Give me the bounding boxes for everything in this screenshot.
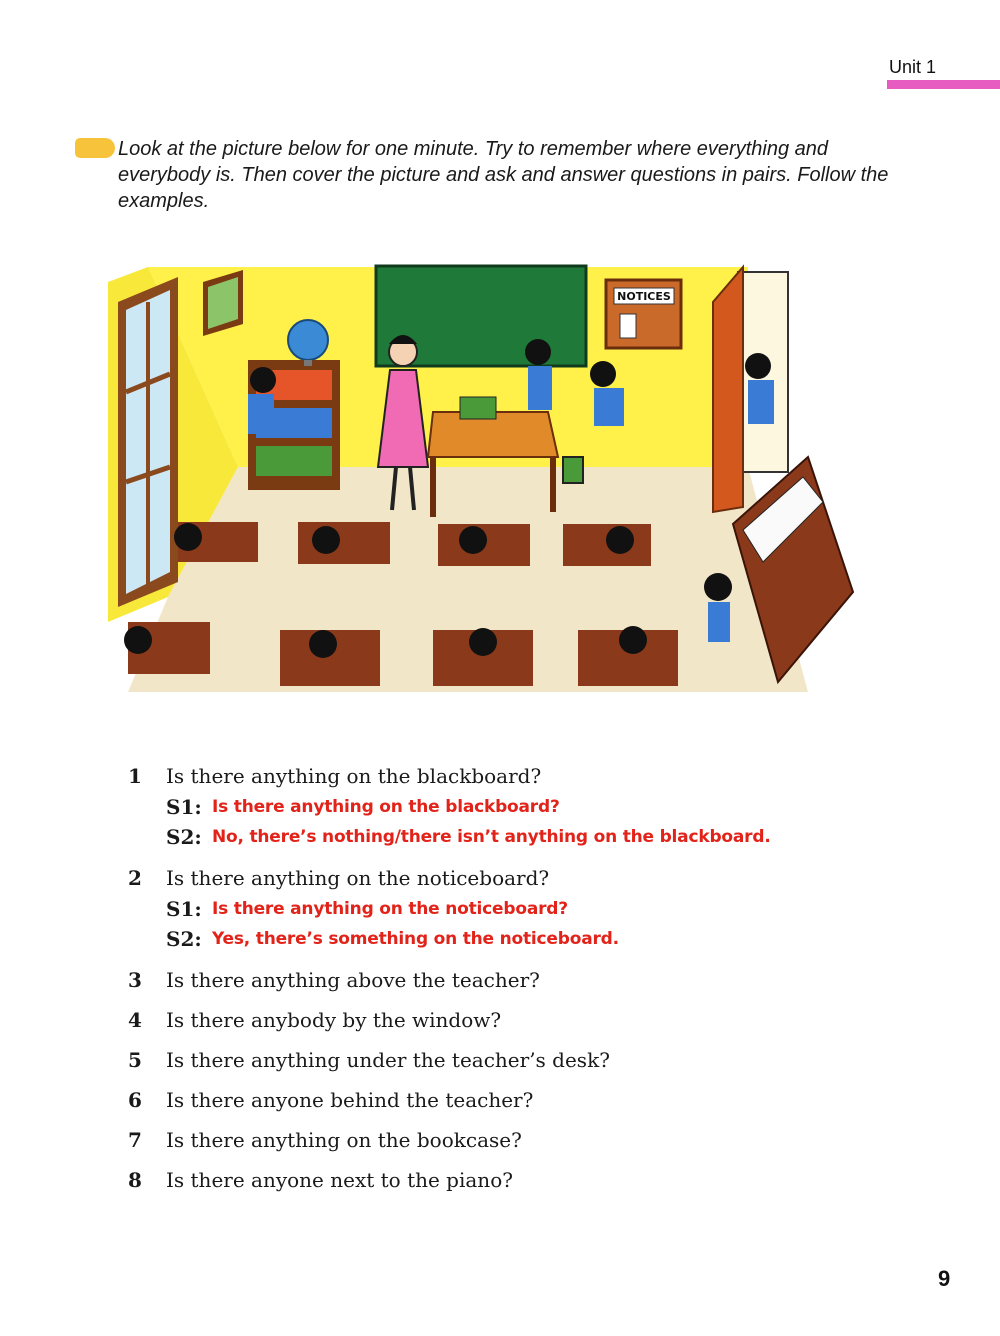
s1-answer: Is there anything on the noticeboard? xyxy=(212,899,568,919)
page-number: 9 xyxy=(938,1266,951,1291)
window xyxy=(118,277,178,607)
example-s2 xyxy=(166,822,908,852)
question-number: 8 xyxy=(128,1168,142,1192)
instruction-marker-icon xyxy=(75,138,115,158)
speaker-label: S1: xyxy=(166,795,202,819)
instructions: Look at the picture below for one minute. Try to remember where everything and everybody is. Then cover the picture and ask and answer questions in pairs. Follow the examples. xyxy=(118,138,889,212)
noticeboard xyxy=(606,280,681,348)
question-number: 1 xyxy=(128,764,142,788)
question-text: Is there anything under the teacher’s desk? xyxy=(166,1048,610,1072)
question-text: Is there anything on the blackboard? xyxy=(166,764,542,788)
question-number: 2 xyxy=(128,866,142,890)
notices-sign: NOTICES xyxy=(617,290,671,303)
unit-label: Unit 1 xyxy=(889,57,937,77)
question-item xyxy=(128,1166,908,1194)
bin xyxy=(563,457,583,483)
question-text: Is there anyone next to the piano? xyxy=(166,1168,513,1192)
unit-tab xyxy=(887,56,1000,89)
question-text: Is there anyone behind the teacher? xyxy=(166,1088,534,1112)
s2-answer: Yes, there’s something on the noticeboard. xyxy=(212,929,619,949)
question-text: Is there anything on the bookcase? xyxy=(166,1128,522,1152)
classroom-illustration xyxy=(108,262,888,712)
question-number: 4 xyxy=(128,1008,142,1032)
question-item xyxy=(128,762,908,852)
example-s2 xyxy=(166,924,908,954)
speaker-label: S1: xyxy=(166,897,202,921)
question-item xyxy=(128,1046,908,1074)
example-s1 xyxy=(166,792,908,822)
question-item xyxy=(128,864,908,954)
question-text: Is there anything above the teacher? xyxy=(166,968,540,992)
s1-answer: Is there anything on the blackboard? xyxy=(212,797,560,817)
question-item xyxy=(128,1126,908,1154)
question-item xyxy=(128,1006,908,1034)
question-text: Is there anybody by the window? xyxy=(166,1008,502,1032)
speaker-label: S2: xyxy=(166,927,202,951)
question-text: Is there anything on the noticeboard? xyxy=(166,866,550,890)
example-s1 xyxy=(166,894,908,924)
unit-bar xyxy=(887,80,1000,89)
question-number: 5 xyxy=(128,1048,142,1072)
question-list xyxy=(128,762,908,1206)
s2-answer: No, there’s nothing/there isn’t anything on the blackboard. xyxy=(212,827,771,847)
question-item xyxy=(128,966,908,994)
classroom-svg xyxy=(108,262,888,712)
question-item xyxy=(128,1086,908,1114)
question-number: 3 xyxy=(128,968,142,992)
speaker-label: S2: xyxy=(166,825,202,849)
question-number: 7 xyxy=(128,1128,142,1152)
question-number: 6 xyxy=(128,1088,142,1112)
